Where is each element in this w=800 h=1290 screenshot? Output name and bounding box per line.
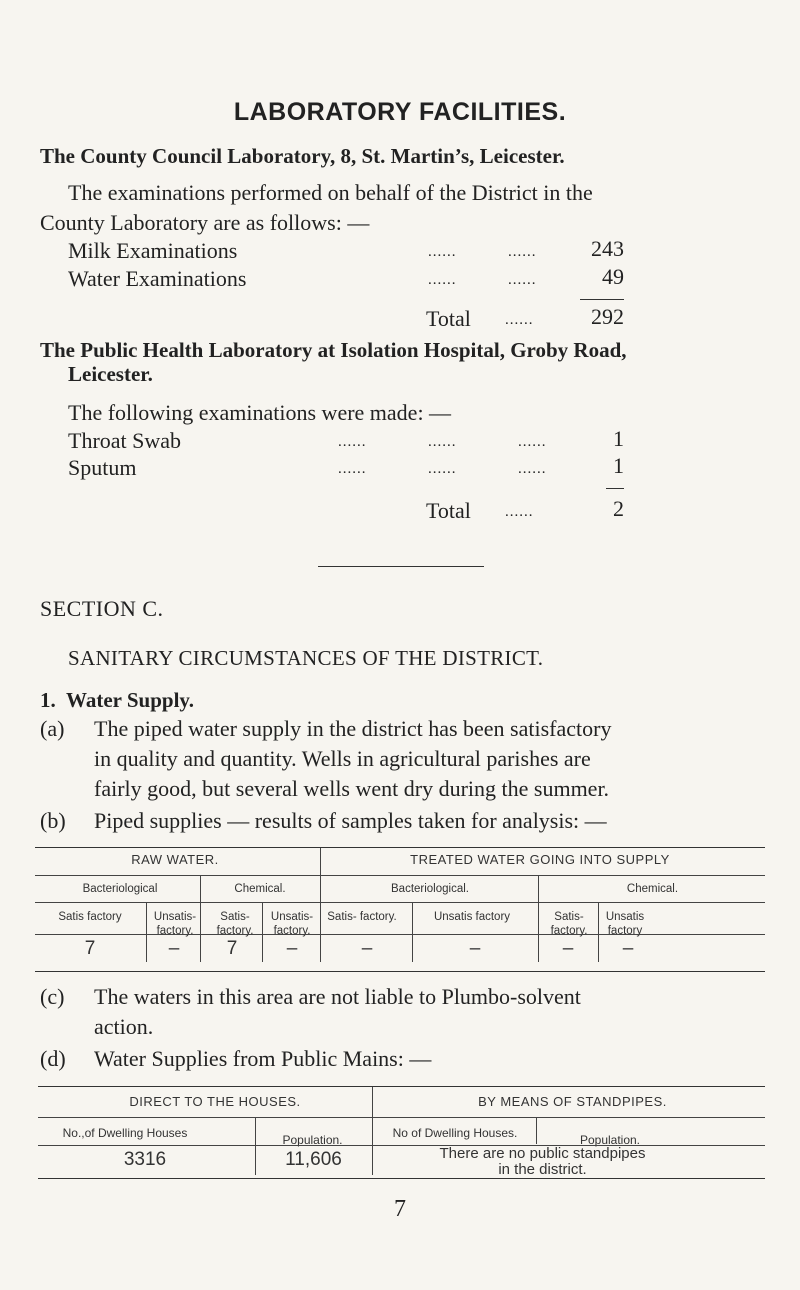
bacteriological-header: Bacteriological. — [391, 883, 469, 895]
treated-water-header: TREATED WATER GOING INTO SUPPLY — [410, 852, 670, 867]
table-rule — [35, 875, 765, 876]
county-total-label: Total — [426, 306, 471, 331]
table-rule — [35, 847, 765, 848]
chemical-header: Chemical. — [234, 883, 286, 895]
column-header: No of Dwelling Houses. — [392, 1126, 518, 1140]
table-rule — [35, 934, 765, 935]
item-a-label: (a) — [40, 716, 65, 741]
dwelling-houses-value: 3316 — [123, 1149, 167, 1170]
standpipes-note-line2: in the district. — [498, 1161, 587, 1178]
sputum-label: Sputum — [68, 455, 137, 480]
county-total-value: 292 — [591, 304, 624, 329]
standpipes-header: BY MEANS OF STANDPIPES. — [478, 1094, 667, 1109]
item-a-line2: in quality and quantity. Wells in agricultural parishes are — [94, 746, 591, 771]
section-divider — [318, 566, 484, 567]
table-value: – — [361, 938, 373, 959]
leader-dots: ...... — [338, 434, 367, 450]
direct-to-houses-header: DIRECT TO THE HOUSES. — [129, 1094, 301, 1109]
table-rule — [35, 971, 765, 972]
public-lab-title-line2: Leicester. — [68, 362, 153, 386]
sputum-value: 1 — [613, 453, 624, 478]
column-header: Unsatis factory — [433, 911, 511, 923]
leader-dots: ...... — [505, 312, 534, 328]
table-divider — [536, 1117, 537, 1144]
throat-swab-value: 1 — [613, 426, 624, 451]
table-value: 7 — [84, 938, 96, 959]
column-header: Population. — [282, 1133, 343, 1147]
item-b-label: (b) — [40, 808, 66, 833]
table-rule — [38, 1178, 765, 1179]
column-header: Unsatis- factory. — [270, 911, 314, 937]
leader-dots: ...... — [428, 244, 457, 260]
column-header: Satis- factory. — [550, 911, 588, 937]
table-divider — [200, 875, 201, 962]
leader-dots: ...... — [428, 461, 457, 477]
public-total-value: 2 — [613, 496, 624, 521]
table-value: – — [286, 938, 298, 959]
bacteriological-header: Bacteriological — [82, 883, 158, 895]
section-title: SANITARY CIRCUMSTANCES OF THE DISTRICT. — [68, 646, 544, 670]
leader-dots: ...... — [508, 272, 537, 288]
county-lab-title: The County Council Laboratory, 8, St. Martin’s, Leicester. — [40, 144, 565, 168]
leader-dots: ...... — [508, 244, 537, 260]
leader-dots: ...... — [518, 461, 547, 477]
column-header: No.,of Dwelling Houses — [62, 1126, 188, 1140]
table-rule — [38, 1117, 765, 1118]
throat-swab-label: Throat Swab — [68, 428, 182, 453]
item-c-line1: The waters in this area are not liable to Plumbo-solvent — [94, 984, 581, 1009]
item-b-text: Piped supplies — results of samples taken for analysis: — — [94, 808, 607, 833]
table-value: – — [622, 938, 634, 959]
column-header: Satis- factory. — [216, 911, 254, 937]
table-value: – — [168, 938, 180, 959]
table-divider — [146, 902, 147, 962]
milk-examinations-value: 243 — [591, 236, 624, 261]
subsection-title: Water Supply. — [66, 688, 194, 712]
standpipes-note-line1: There are no public standpipes — [439, 1145, 646, 1162]
sum-rule — [580, 299, 624, 300]
chemical-header: Chemical. — [626, 883, 679, 895]
raw-water-header: RAW WATER. — [131, 852, 219, 867]
public-lab-intro: The following examinations were made: — — [68, 400, 452, 425]
table-rule — [35, 902, 765, 903]
county-lab-intro-line1: The examinations performed on behalf of the District in the — [68, 180, 593, 205]
leader-dots: ...... — [338, 461, 367, 477]
column-header: Population. — [579, 1133, 641, 1147]
leader-dots: ...... — [428, 434, 457, 450]
column-header: Unsatis factory — [605, 911, 645, 937]
population-value: 11,606 — [285, 1149, 342, 1170]
item-a-line3: fairly good, but several wells went dry during the summer. — [94, 776, 610, 801]
public-total-label: Total — [426, 498, 471, 523]
water-examinations-label: Water Examinations — [68, 266, 247, 291]
table-divider — [372, 1087, 373, 1175]
table-rule — [38, 1086, 765, 1087]
leader-dots: ...... — [428, 272, 457, 288]
page-number: 7 — [394, 1196, 406, 1222]
column-header: Satis factory — [58, 911, 122, 923]
item-c-line2: action. — [94, 1014, 154, 1039]
sum-rule — [606, 488, 624, 489]
leader-dots: ...... — [518, 434, 547, 450]
item-a-line1: The piped water supply in the district has been satisfactory — [94, 716, 612, 741]
item-c-label: (c) — [40, 984, 65, 1009]
leader-dots: ...... — [505, 504, 534, 520]
column-header: Satis- factory. — [327, 911, 397, 923]
public-lab-title-line1: The Public Health Laboratory at Isolation Hospital, Groby Road, — [40, 338, 627, 362]
table-value: – — [562, 938, 574, 959]
table-value: 7 — [226, 938, 238, 959]
milk-examinations-label: Milk Examinations — [68, 238, 238, 263]
table-value: – — [469, 938, 481, 959]
section-label: SECTION C. — [40, 596, 164, 621]
water-examinations-value: 49 — [602, 264, 624, 289]
item-d-label: (d) — [40, 1046, 66, 1071]
column-header: Unsatis- factory. — [153, 911, 197, 937]
county-lab-intro-line2: County Laboratory are as follows: — — [40, 210, 370, 235]
page-title: LABORATORY FACILITIES. — [233, 98, 567, 126]
item-d-text: Water Supplies from Public Mains: — — [94, 1046, 432, 1071]
subsection-number: 1. — [40, 688, 56, 712]
